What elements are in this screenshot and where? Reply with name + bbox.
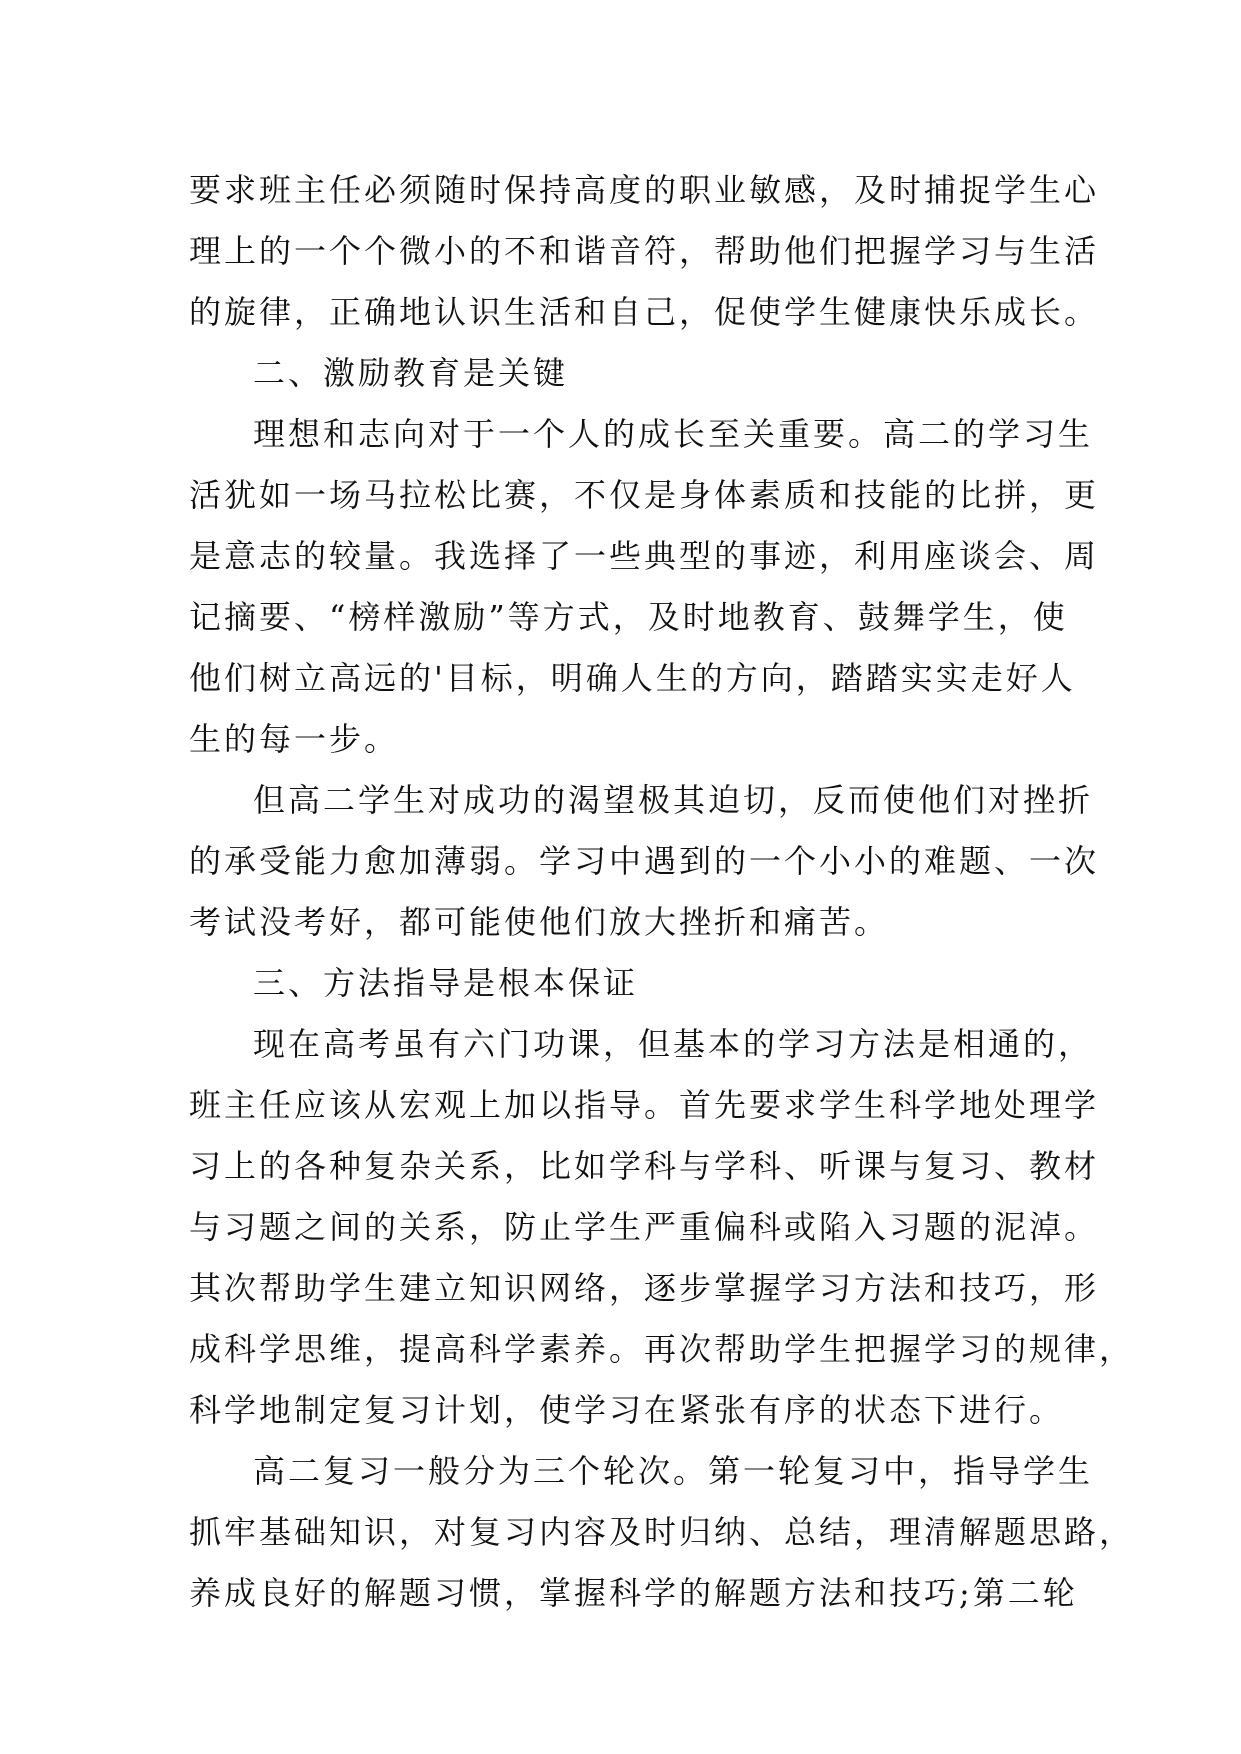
text-line: 是意志的较量。我选择了一些典型的事迹，利用座谈会、周	[189, 537, 1100, 575]
text-line: 与习题之间的关系，防止学生严重偏科或陷入习题的泥淖。	[189, 1208, 1100, 1246]
text-line: 记摘要、“榜样激励”等方式，及时地教育、鼓舞学生，使	[189, 598, 1068, 636]
text-line: 现在高考虽有六门功课，但基本的学习方法是相通的，	[253, 1025, 1094, 1063]
text-line: 但高二学生对成功的渴望极其迫切，反而使他们对挫折	[253, 781, 1094, 819]
text-line: 抓牢基础知识，对复习内容及时归纳、总结，理清解题思路，	[189, 1513, 1135, 1551]
text-line: 班主任应该从宏观上加以指导。首先要求学生科学地处理学	[189, 1086, 1100, 1124]
text-line: 生的每一步。	[189, 720, 400, 758]
text-line: 他们树立高远的'目标，明确人生的方向，踏踏实实走好人	[189, 659, 1076, 697]
text-line: 的承受能力愈加薄弱。学习中遇到的一个小小的难题、一次	[189, 842, 1100, 880]
text-line: 的旋律，正确地认识生活和自己，促使学生健康快乐成长。	[189, 293, 1100, 331]
text-line: 理上的一个个微小的不和谐音符，帮助他们把握学习与生活	[189, 232, 1100, 270]
document-body	[189, 160, 1135, 1624]
text-line: 其次帮助学生建立知识网络，逐步掌握学习方法和技巧，形	[189, 1269, 1100, 1307]
text-line: 考试没考好，都可能使他们放大挫折和痛苦。	[189, 903, 890, 941]
text-line: 理想和志向对于一个人的成长至关重要。高二的学习生	[253, 415, 1094, 453]
text-line: 科学地制定复习计划，使学习在紧张有序的状态下进行。	[189, 1391, 1065, 1429]
text-line: 习上的各种复杂关系，比如学科与学科、听课与复习、教材	[189, 1147, 1100, 1185]
text-line: 活犹如一场马拉松比赛，不仅是身体素质和技能的比拼，更	[189, 476, 1100, 514]
text-line: 要求班主任必须随时保持高度的职业敏感，及时捕捉学生心	[189, 171, 1100, 209]
section-heading: 二、激励教育是关键	[253, 354, 569, 392]
text-line: 养成良好的解题习惯，掌握科学的解题方法和技巧;第二轮	[189, 1574, 1078, 1612]
text-line: 高二复习一般分为三个轮次。第一轮复习中，指导学生	[253, 1452, 1094, 1490]
text-line: 成科学思维，提高科学素养。再次帮助学生把握学习的规律，	[189, 1330, 1135, 1368]
section-heading: 三、方法指导是根本保证	[253, 964, 639, 1002]
